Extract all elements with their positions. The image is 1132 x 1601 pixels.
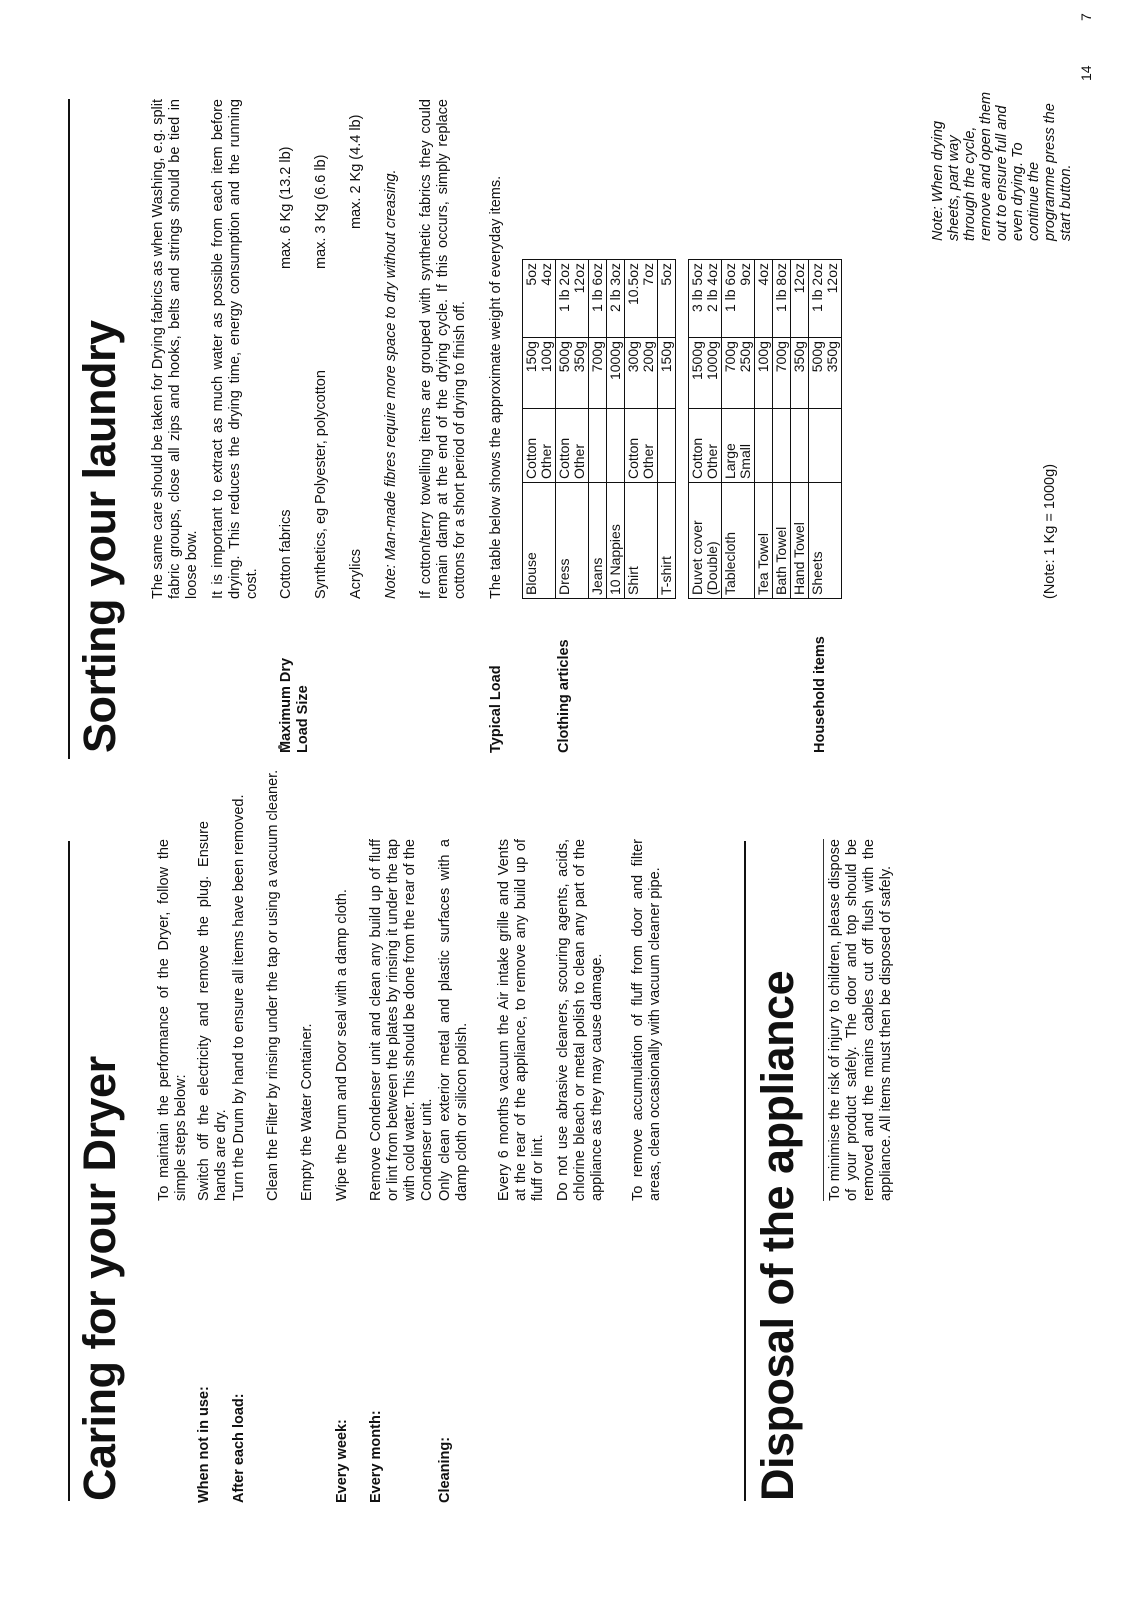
note-manmade: Note: Man-made fibres require more space to dry without creasing. [383, 169, 399, 599]
after-each-load-line-1: Turn the Drum by hand to ensure all items have been removed. [231, 794, 247, 1201]
table-row [791, 260, 809, 599]
table-cell-type [773, 409, 791, 483]
caring-intro: To maintain the performance of the Dryer, follow the simple steps below: [156, 839, 189, 1201]
towelling-text: If cotton/terry towelling items are grouped with synthetic fabrics they could remain damp at the end of the drying cycle. If this occurs, simply replace cottons for a short period of drying to finish off. [418, 99, 468, 599]
table-row [625, 260, 658, 599]
table-cell-type [607, 409, 625, 483]
page-number-right: 7 [1078, 13, 1094, 21]
cleaning-paragraph-3: Do not use abrasive cleaners, scouring agents, acids, chlorine bleach or metal polish to clean any part of the appliance as they may cause damage. [555, 839, 605, 1201]
cleaning-label: Cleaning: [437, 1436, 453, 1503]
after-each-load-line-2: Clean the Filter by rinsing under the tap or using a vacuum cleaner. [265, 769, 281, 1201]
table-cell-grams: 1000g [607, 338, 625, 409]
table-cell-grams: 700g [773, 338, 791, 409]
every-week-text: Wipe the Drum and Door seal with a damp cloth. [334, 889, 350, 1201]
table-cell-imperial: 5oz 4oz [523, 260, 556, 338]
table-cell-imperial: 5oz [658, 260, 676, 338]
table-row [689, 260, 722, 599]
table-cell-item: Jeans [589, 483, 607, 599]
caring-title-rule [68, 841, 70, 1501]
table-cell-grams: 150g [658, 338, 676, 409]
table-row [607, 260, 625, 599]
table-cell-type: Cotton Other [625, 409, 658, 483]
table-cell-item: Shirt [625, 483, 658, 599]
every-week-label: Every week: [334, 1419, 350, 1503]
sorting-title: Sorting your laundry [74, 320, 125, 753]
table-row [556, 260, 589, 599]
table-cell-imperial: 1 lb 8oz [773, 260, 791, 338]
disposal-text-rule [823, 839, 824, 1201]
table-row [755, 260, 773, 599]
table-row [589, 260, 607, 599]
disposal-text: To minimise the risk of injury to children, please dispose of your product safely. The door and top should be removed and the mains cables cut off flush with the appliance. All items must then be disposed of safely. [827, 839, 894, 1201]
table-cell-type [755, 409, 773, 483]
table-cell-item: Dress [556, 483, 589, 599]
drying-note: Note: When drying sheets, part way through the cycle, remove and open them out to ensure full and even drying. To continue the programme press the start button. [930, 91, 1074, 241]
cleaning-paragraph-1: Only clean exterior metal and plastic surfaces with a damp cloth or silicon polish. [437, 839, 470, 1201]
table-cell-type: Cotton Other [689, 409, 722, 483]
table-cell-imperial: 1 lb 6oz 9oz [722, 260, 755, 338]
page-number-left: 14 [1078, 65, 1094, 81]
sorting-title-rule [68, 99, 70, 759]
table-cell-item: Tea Towel [755, 483, 773, 599]
table-cell-grams: 1500g 1000g [689, 338, 722, 409]
caring-title: Caring for your Dryer [74, 1056, 125, 1501]
when-not-in-use-label: When not in use: [196, 1386, 212, 1503]
after-each-load-label: After each load: [231, 1393, 247, 1503]
table-cell-item: Blouse [523, 483, 556, 599]
disposal-title: Disposal of the appliance [752, 970, 803, 1501]
table-cell-imperial: 4oz [755, 260, 773, 338]
table-cell-type: Large Small [722, 409, 755, 483]
table-cell-imperial: 1 lb 2oz 12oz [809, 260, 842, 338]
max-load-value-2: max. 3 Kg (6.6 lb) [313, 154, 329, 269]
table-cell-item: Hand Towel [791, 483, 809, 599]
table-cell-grams: 300g 200g [625, 338, 658, 409]
max-load-label: Maximum Dry Load Size [278, 657, 311, 753]
table-cell-imperial: 1 lb 2oz 12oz [556, 260, 589, 338]
cleaning-paragraph-2: Every 6 months vacuum the Air intake grille and Vents at the rear of the appliance, to remove any build up of fluff or lint. [496, 839, 546, 1201]
table-cell-type [589, 409, 607, 483]
household-items-label: Household items [812, 636, 828, 753]
sorting-intro: The same care should be taken for Drying fabrics as when Washing, e.g. split fabric groups, close all zips and hooks, belts and strings should be tied in loose bow. [150, 99, 200, 599]
max-load-fabric-1: Cotton fabrics [278, 509, 294, 599]
table-cell-item: T-shirt [658, 483, 676, 599]
disposal-title-rule [744, 841, 746, 1501]
table-cell-item: Tablecloth [722, 483, 755, 599]
table-row [722, 260, 755, 599]
table-cell-grams: 350g [791, 338, 809, 409]
table-cell-grams: 500g 350g [556, 338, 589, 409]
clothing-articles-label: Clothing articles [556, 639, 572, 753]
when-not-in-use-text: Switch off the electricity and remove the plug. Ensure hands are dry. [196, 821, 229, 1201]
table-cell-imperial: 2 lb 3oz [607, 260, 625, 338]
table-cell-imperial: 12oz [791, 260, 809, 338]
max-load-fabric-2: Synthetics, eg Polyester, polycotton [313, 370, 329, 599]
table-cell-type [791, 409, 809, 483]
table-cell-grams: 500g 350g [809, 338, 842, 409]
max-load-value-1: max. 6 Kg (13.2 lb) [278, 146, 294, 269]
every-month-text: Remove Condenser unit and clean any build up of fluff or lint from between the plates by rinsing it under the tap with cold water. This should be done from the rear of the Condenser unit. [368, 839, 435, 1201]
table-cell-imperial: 10.5oz 7oz [625, 260, 658, 338]
weight-table [522, 259, 842, 599]
table-row [523, 260, 556, 599]
table-cell-grams: 700g [589, 338, 607, 409]
conversion-note: (Note: 1 Kg = 1000g) [1042, 463, 1058, 599]
max-load-fabric-3: Acrylics [348, 549, 364, 599]
table-cell-grams: 150g 100g [523, 338, 556, 409]
typical-load-label: Typical Load [488, 665, 504, 753]
typical-load-text: The table below shows the approximate weight of everyday items. [488, 175, 504, 599]
sorting-extract: It is important to extract as much water as possible from each item before drying. This reduces the drying time, energy consumption and the running cost. [210, 99, 260, 599]
table-row [773, 260, 791, 599]
table-cell-item: Bath Towel [773, 483, 791, 599]
table-cell-grams: 700g 250g [722, 338, 755, 409]
table-cell-type: Cotton Other [523, 409, 556, 483]
table-cell-item: 10 Nappies [607, 483, 625, 599]
table-cell-imperial: 1 lb 6oz [589, 260, 607, 338]
table-cell-item: Duvet cover (Double) [689, 483, 722, 599]
table-cell-type [809, 409, 842, 483]
table-row [658, 260, 676, 599]
table-cell-grams: 100g [755, 338, 773, 409]
every-month-label: Every month: [368, 1410, 384, 1503]
table-cell-imperial: 3 lb 5oz 2 lb 4oz [689, 260, 722, 338]
after-each-load-line-3: Empty the Water Container. [299, 1023, 315, 1201]
table-row [809, 260, 842, 599]
max-load-value-3: max. 2 Kg (4.4 lb) [348, 114, 364, 229]
cleaning-paragraph-4: To remove accumulation of fluff from door and filter areas, clean occasionally with vacuum cleaner pipe. [630, 839, 663, 1201]
table-cell-item: Sheets [809, 483, 842, 599]
table-cell-type: Cotton Other [556, 409, 589, 483]
table-cell-type [658, 409, 676, 483]
